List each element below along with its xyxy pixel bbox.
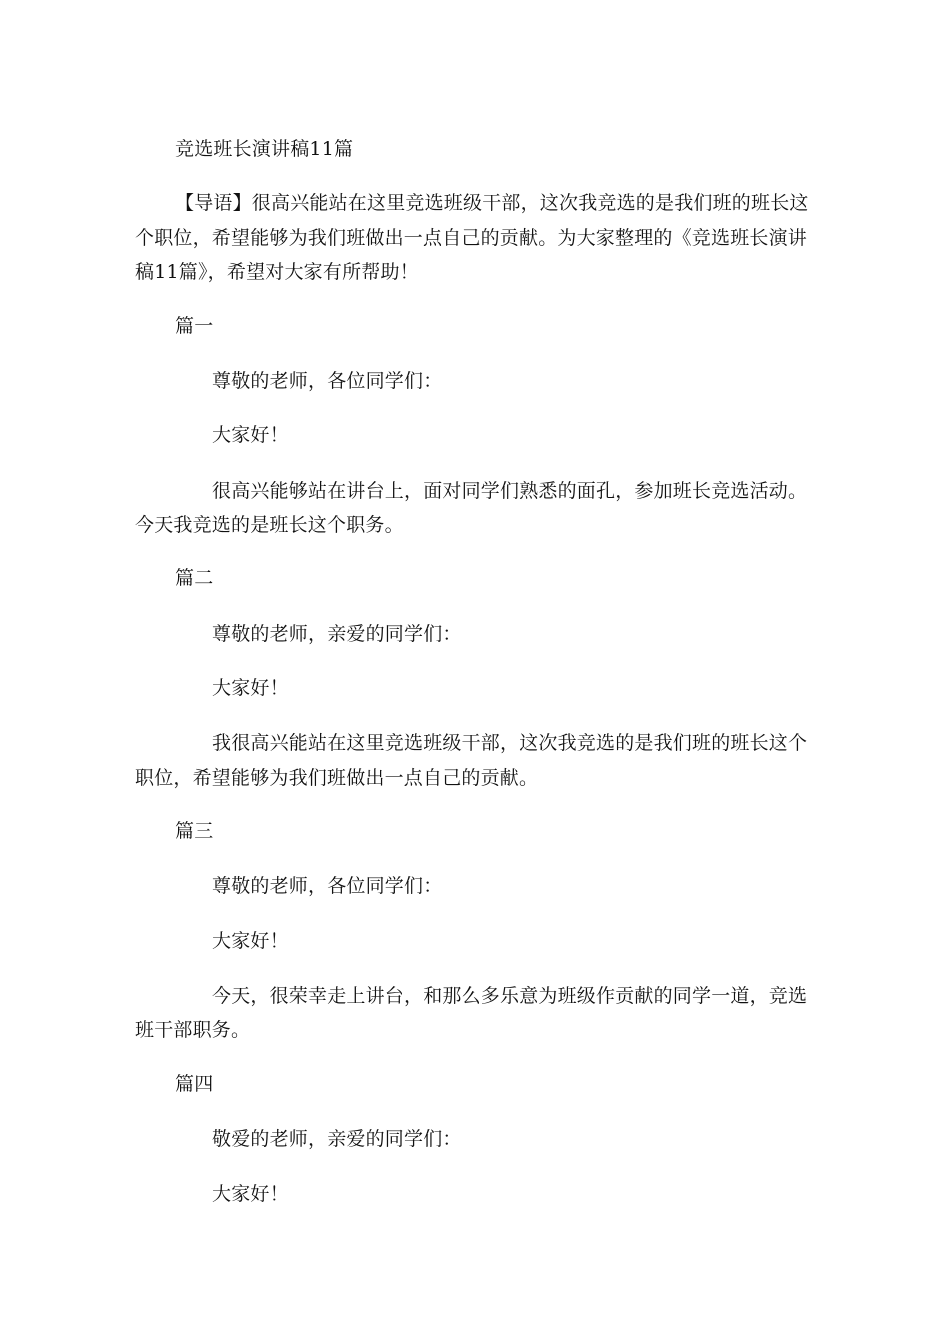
intro-line-2: 个职位，希望能够为我们班做出一点自己的贡献。为大家整理的《竞选班长演讲 — [135, 227, 808, 249]
intro-line-1: 【导语】很高兴能站在这里竞选班级干部，这次我竞选的是我们班的班长这 — [175, 192, 809, 214]
section-heading: 篇四 — [175, 1073, 214, 1095]
section-salutation: 尊敬的老师，亲爱的同学们： — [212, 623, 462, 645]
section-body-line: 职位，希望能够为我们班做出一点自己的贡献。 — [135, 767, 539, 789]
section-greeting: 大家好！ — [212, 677, 289, 699]
section-heading: 篇二 — [175, 567, 214, 589]
section-greeting: 大家好！ — [212, 424, 289, 446]
intro-line-3: 稿11篇》，希望对大家有所帮助！ — [135, 261, 419, 283]
section-greeting: 大家好！ — [212, 1183, 289, 1205]
section-body-line: 今天，很荣幸走上讲台，和那么多乐意为班级作贡献的同学一道，竞选 — [212, 985, 808, 1007]
section-body-line: 今天我竞选的是班长这个职务。 — [135, 514, 404, 536]
section-body-line: 班干部职务。 — [135, 1019, 251, 1041]
document-title: 竞选班长演讲稿11篇 — [175, 138, 354, 160]
section-salutation: 尊敬的老师，各位同学们： — [212, 875, 443, 897]
section-heading: 篇三 — [175, 820, 214, 842]
section-body-line: 我很高兴能站在这里竞选班级干部，这次我竞选的是我们班的班长这个 — [212, 732, 808, 754]
section-greeting: 大家好！ — [212, 930, 289, 952]
section-salutation: 尊敬的老师，各位同学们： — [212, 370, 443, 392]
section-salutation: 敬爱的老师，亲爱的同学们： — [212, 1128, 462, 1150]
section-body-line: 很高兴能够站在讲台上，面对同学们熟悉的面孔，参加班长竞选活动。 — [212, 480, 808, 502]
section-heading: 篇一 — [175, 315, 214, 337]
